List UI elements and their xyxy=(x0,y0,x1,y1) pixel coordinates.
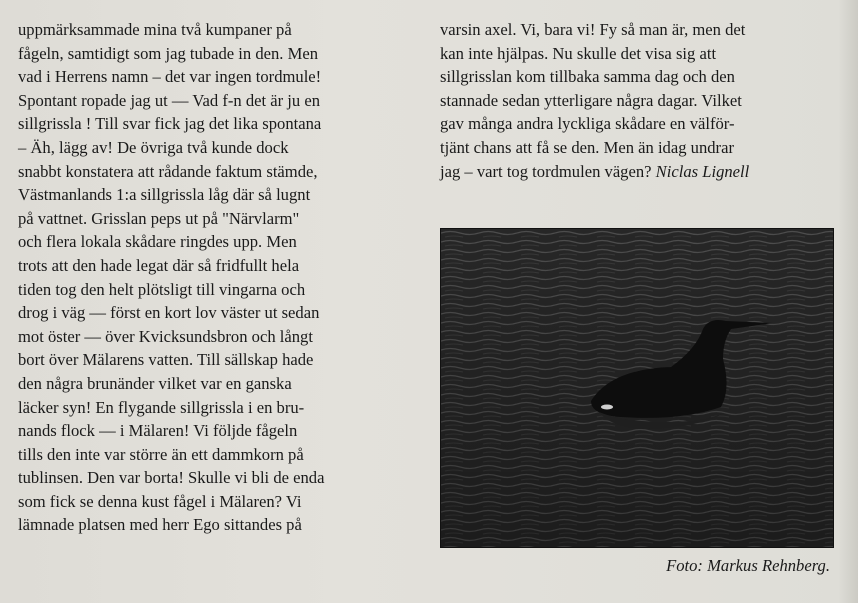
page-edge-shadow xyxy=(838,0,858,603)
sillgrissla-photo xyxy=(440,228,834,548)
text-line: tills den inte var större än ett dammkorn på xyxy=(18,444,304,464)
text-line: läcker syn! En flygande sillgrissla i en bru- xyxy=(18,397,305,417)
text-line: mot öster — över Kvicksundsbron och långt xyxy=(18,326,313,346)
text-line: varsin axel. Vi, bara vi! Fy så man är, men det xyxy=(440,20,746,39)
text-line: snabbt konstatera att rådande faktum stämde, xyxy=(18,161,318,181)
text-line: på vattnet. Grisslan peps ut på "Närvlarm" xyxy=(18,208,300,228)
text-line: gav många andra lyckliga skådare en välför- xyxy=(440,114,735,134)
text-line: som fick se denna kust fågel i Mälaren? Vi xyxy=(18,491,302,511)
text-line: tiden tog den helt plötsligt till vingarna och xyxy=(18,279,306,299)
text-line: och flera lokala skådare ringdes upp. Men xyxy=(18,232,297,252)
bird-on-water-image xyxy=(441,229,833,547)
text-line: bort över Mälarens vatten. Till sällskap hade xyxy=(18,350,314,370)
last-line-text: jag – vart tog tordmulen vägen? xyxy=(440,161,652,181)
text-line: tjänt chans att få se den. Men än idag undrar xyxy=(440,137,734,157)
text-line: trots att den hade legat där så fridfullt hela xyxy=(18,255,300,275)
text-line: den några brunänder vilket var en ganska xyxy=(18,373,292,393)
text-line: drog i väg — först en kort lov väster ut sedan xyxy=(18,303,320,323)
text-line: – Äh, lägg av! De övriga två kunde dock xyxy=(18,137,289,157)
article-column-right xyxy=(440,18,845,183)
text-line: Spontant ropade jag ut — Vad f-n det är ju en xyxy=(18,90,320,110)
article-column-left xyxy=(18,18,430,537)
photo-caption: Foto: Markus Rehnberg. xyxy=(666,556,830,575)
text-line: lämnade platsen med herr Ego sittandes på xyxy=(18,515,302,535)
author-signature: Niclas Lignell xyxy=(655,161,750,181)
text-line: sillgrisslan kom tillbaka samma dag och den xyxy=(440,67,735,87)
text-line: nands flock — i Mälaren! Vi följde fågeln xyxy=(18,421,298,441)
text-line: tublinsen. Den var borta! Skulle vi bli de enda xyxy=(18,468,325,488)
text-line: vad i Herrens namn – det var ingen tordmule! xyxy=(18,67,322,87)
text-line-last xyxy=(440,160,845,184)
text-line: Västmanlands 1:a sillgrissla låg där så lugnt xyxy=(18,185,311,205)
text-line: sillgrissla ! Till svar fick jag det lika spontana xyxy=(18,114,322,134)
text-line: stannade sedan ytterligare några dagar. Vilket xyxy=(440,90,742,110)
text-line: kan inte hjälpas. Nu skulle det visa sig att xyxy=(440,43,717,63)
text-line: uppmärksammade mina två kumpaner på xyxy=(18,20,292,39)
text-line: fågeln, samtidigt som jag tubade in den. Men xyxy=(18,43,319,63)
